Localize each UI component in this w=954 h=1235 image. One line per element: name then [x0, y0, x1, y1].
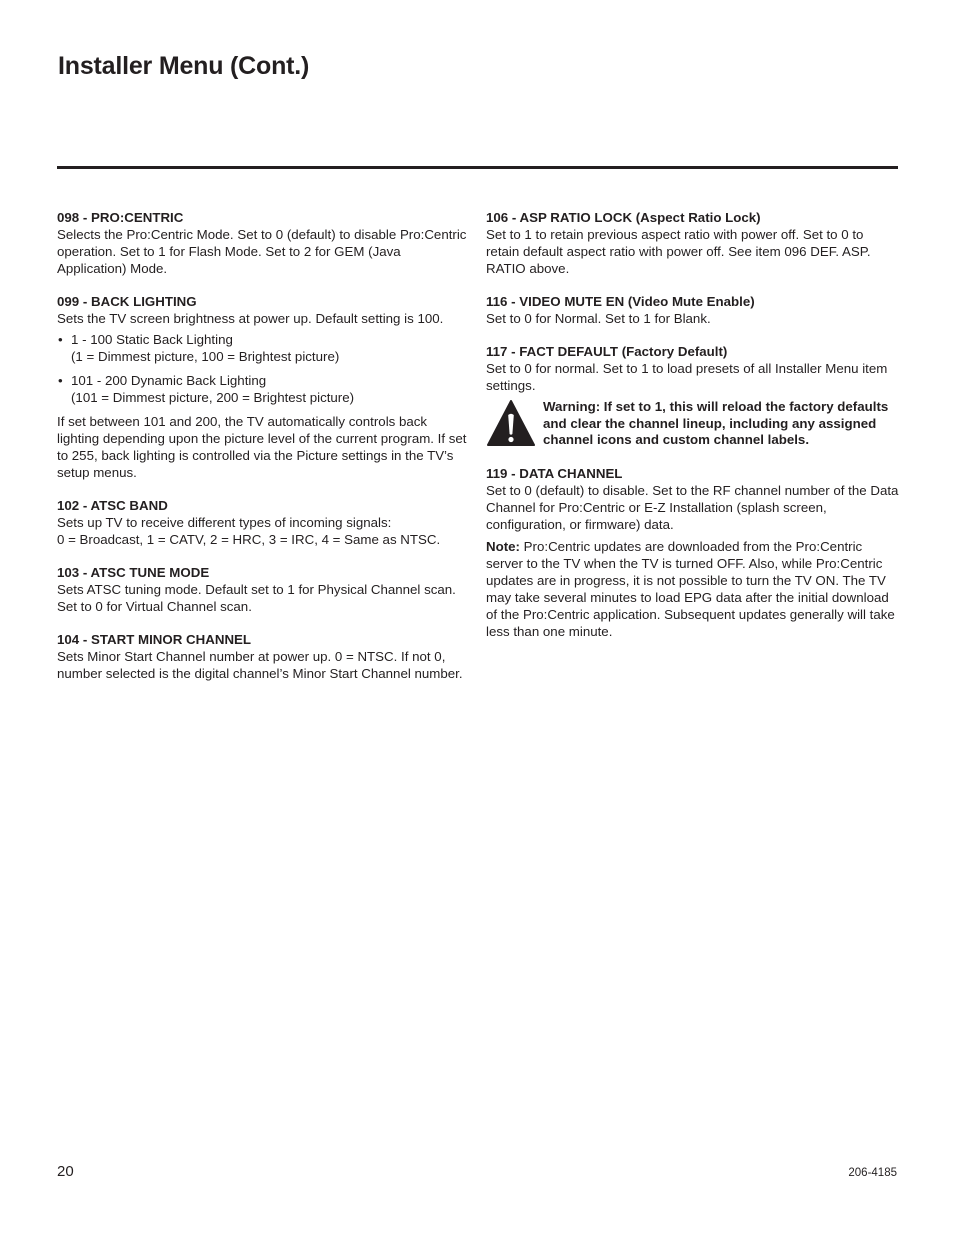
document-number: 206-4185	[848, 1167, 897, 1179]
bullet-line: 1 - 100 Static Back Lighting	[71, 332, 233, 347]
section-body: Sets the TV screen brightness at power up. Default setting is 100.	[57, 311, 444, 326]
bullet-subline: (101 = Dimmest picture, 200 = Brightest picture)	[71, 390, 355, 405]
header-divider	[57, 166, 898, 169]
section-116	[486, 293, 899, 327]
section-098	[57, 209, 470, 277]
section-body: Set to 1 to retain previous aspect ratio with power off. Set to 0 to retain default aspect ratio with power off. See item 096 DEF. ASP. RATIO above.	[486, 227, 871, 276]
section-heading: 106 - ASP RATIO LOCK (Aspect Ratio Lock)	[486, 210, 761, 225]
section-body: Set to 0 for normal. Set to 1 to load presets of all Installer Menu item settings.	[486, 361, 888, 393]
section-body-values: 0 = Broadcast, 1 = CATV, 2 = HRC, 3 = IRC, 4 = Same as NTSC.	[57, 532, 441, 547]
note-text: Pro:Centric updates are downloaded from the Pro:Centric server to the TV when the TV is turned OFF. Also, while Pro:Centric updates are in progress, it is not possible to turn the TV ON. The TV may take several minutes to load EPG data after the initial download of the Pro:Centric application. Subsequent updates generally will take less than one minute.	[486, 538, 895, 639]
section-117	[486, 343, 899, 449]
list-item	[57, 372, 470, 406]
section-102	[57, 497, 470, 548]
section-104	[57, 631, 470, 682]
section-heading: 103 - ATSC TUNE MODE	[57, 565, 210, 580]
section-body: Sets up TV to receive different types of incoming signals:	[57, 515, 392, 530]
note-paragraph	[486, 538, 899, 640]
bullet-line: 101 - 200 Dynamic Back Lighting	[71, 373, 267, 388]
section-body: Sets Minor Start Channel number at power up. 0 = NTSC. If not 0, number selected is the digital channel’s Minor Start Channel number.	[57, 649, 463, 681]
section-103	[57, 564, 470, 615]
warning-triangle-icon	[486, 399, 536, 447]
section-heading: 098 - PRO:CENTRIC	[57, 210, 184, 225]
section-body: Selects the Pro:Centric Mode. Set to 0 (default) to disable Pro:Centric operation. Set to 1 for Flash Mode. Set to 2 for GEM (Java Application) Mode.	[57, 227, 467, 276]
right-column	[486, 209, 899, 656]
left-column	[57, 209, 470, 698]
page-number: 20	[57, 1163, 74, 1180]
section-heading: 099 - BACK LIGHTING	[57, 294, 197, 309]
section-body: Set to 0 for Normal. Set to 1 for Blank.	[486, 311, 711, 326]
bullet-subline: (1 = Dimmest picture, 100 = Brightest picture)	[71, 349, 340, 364]
section-106	[486, 209, 899, 277]
section-heading: 117 - FACT DEFAULT (Factory Default)	[486, 344, 728, 359]
section-body: Sets ATSC tuning mode. Default set to 1 for Physical Channel scan. Set to 0 for Virtual Channel scan.	[57, 582, 456, 614]
bullet-list	[57, 331, 470, 406]
section-heading: 102 - ATSC BAND	[57, 498, 168, 513]
note-label: Note:	[486, 538, 520, 554]
bullet-icon: •	[58, 332, 63, 347]
section-heading: 104 - START MINOR CHANNEL	[57, 632, 252, 647]
section-119	[486, 465, 899, 640]
bullet-icon: •	[58, 373, 63, 388]
warning-text: Warning: If set to 1, this will reload the factory defaults and clear the channel lineup, including any assigned channel icons and custom channel labels.	[543, 399, 889, 447]
section-body: Set to 0 (default) to disable. Set to the RF channel number of the Data Channel for Pro:Centric or E-Z Installation (splash screen, configuration, or firmware) data.	[486, 482, 899, 532]
section-heading: 116 - VIDEO MUTE EN (Video Mute Enable)	[486, 294, 755, 309]
warning-callout	[486, 399, 899, 449]
section-body-continued: If set between 101 and 200, the TV automatically controls back lighting depending upon the picture level of the current program. If set to 255, back lighting is controlled via the Picture settings in the TV’s setup menus.	[57, 414, 467, 480]
list-item	[57, 331, 470, 365]
section-heading: 119 - DATA CHANNEL	[486, 465, 623, 481]
page-title: Installer Menu (Cont.)	[58, 52, 310, 80]
section-099	[57, 293, 470, 481]
